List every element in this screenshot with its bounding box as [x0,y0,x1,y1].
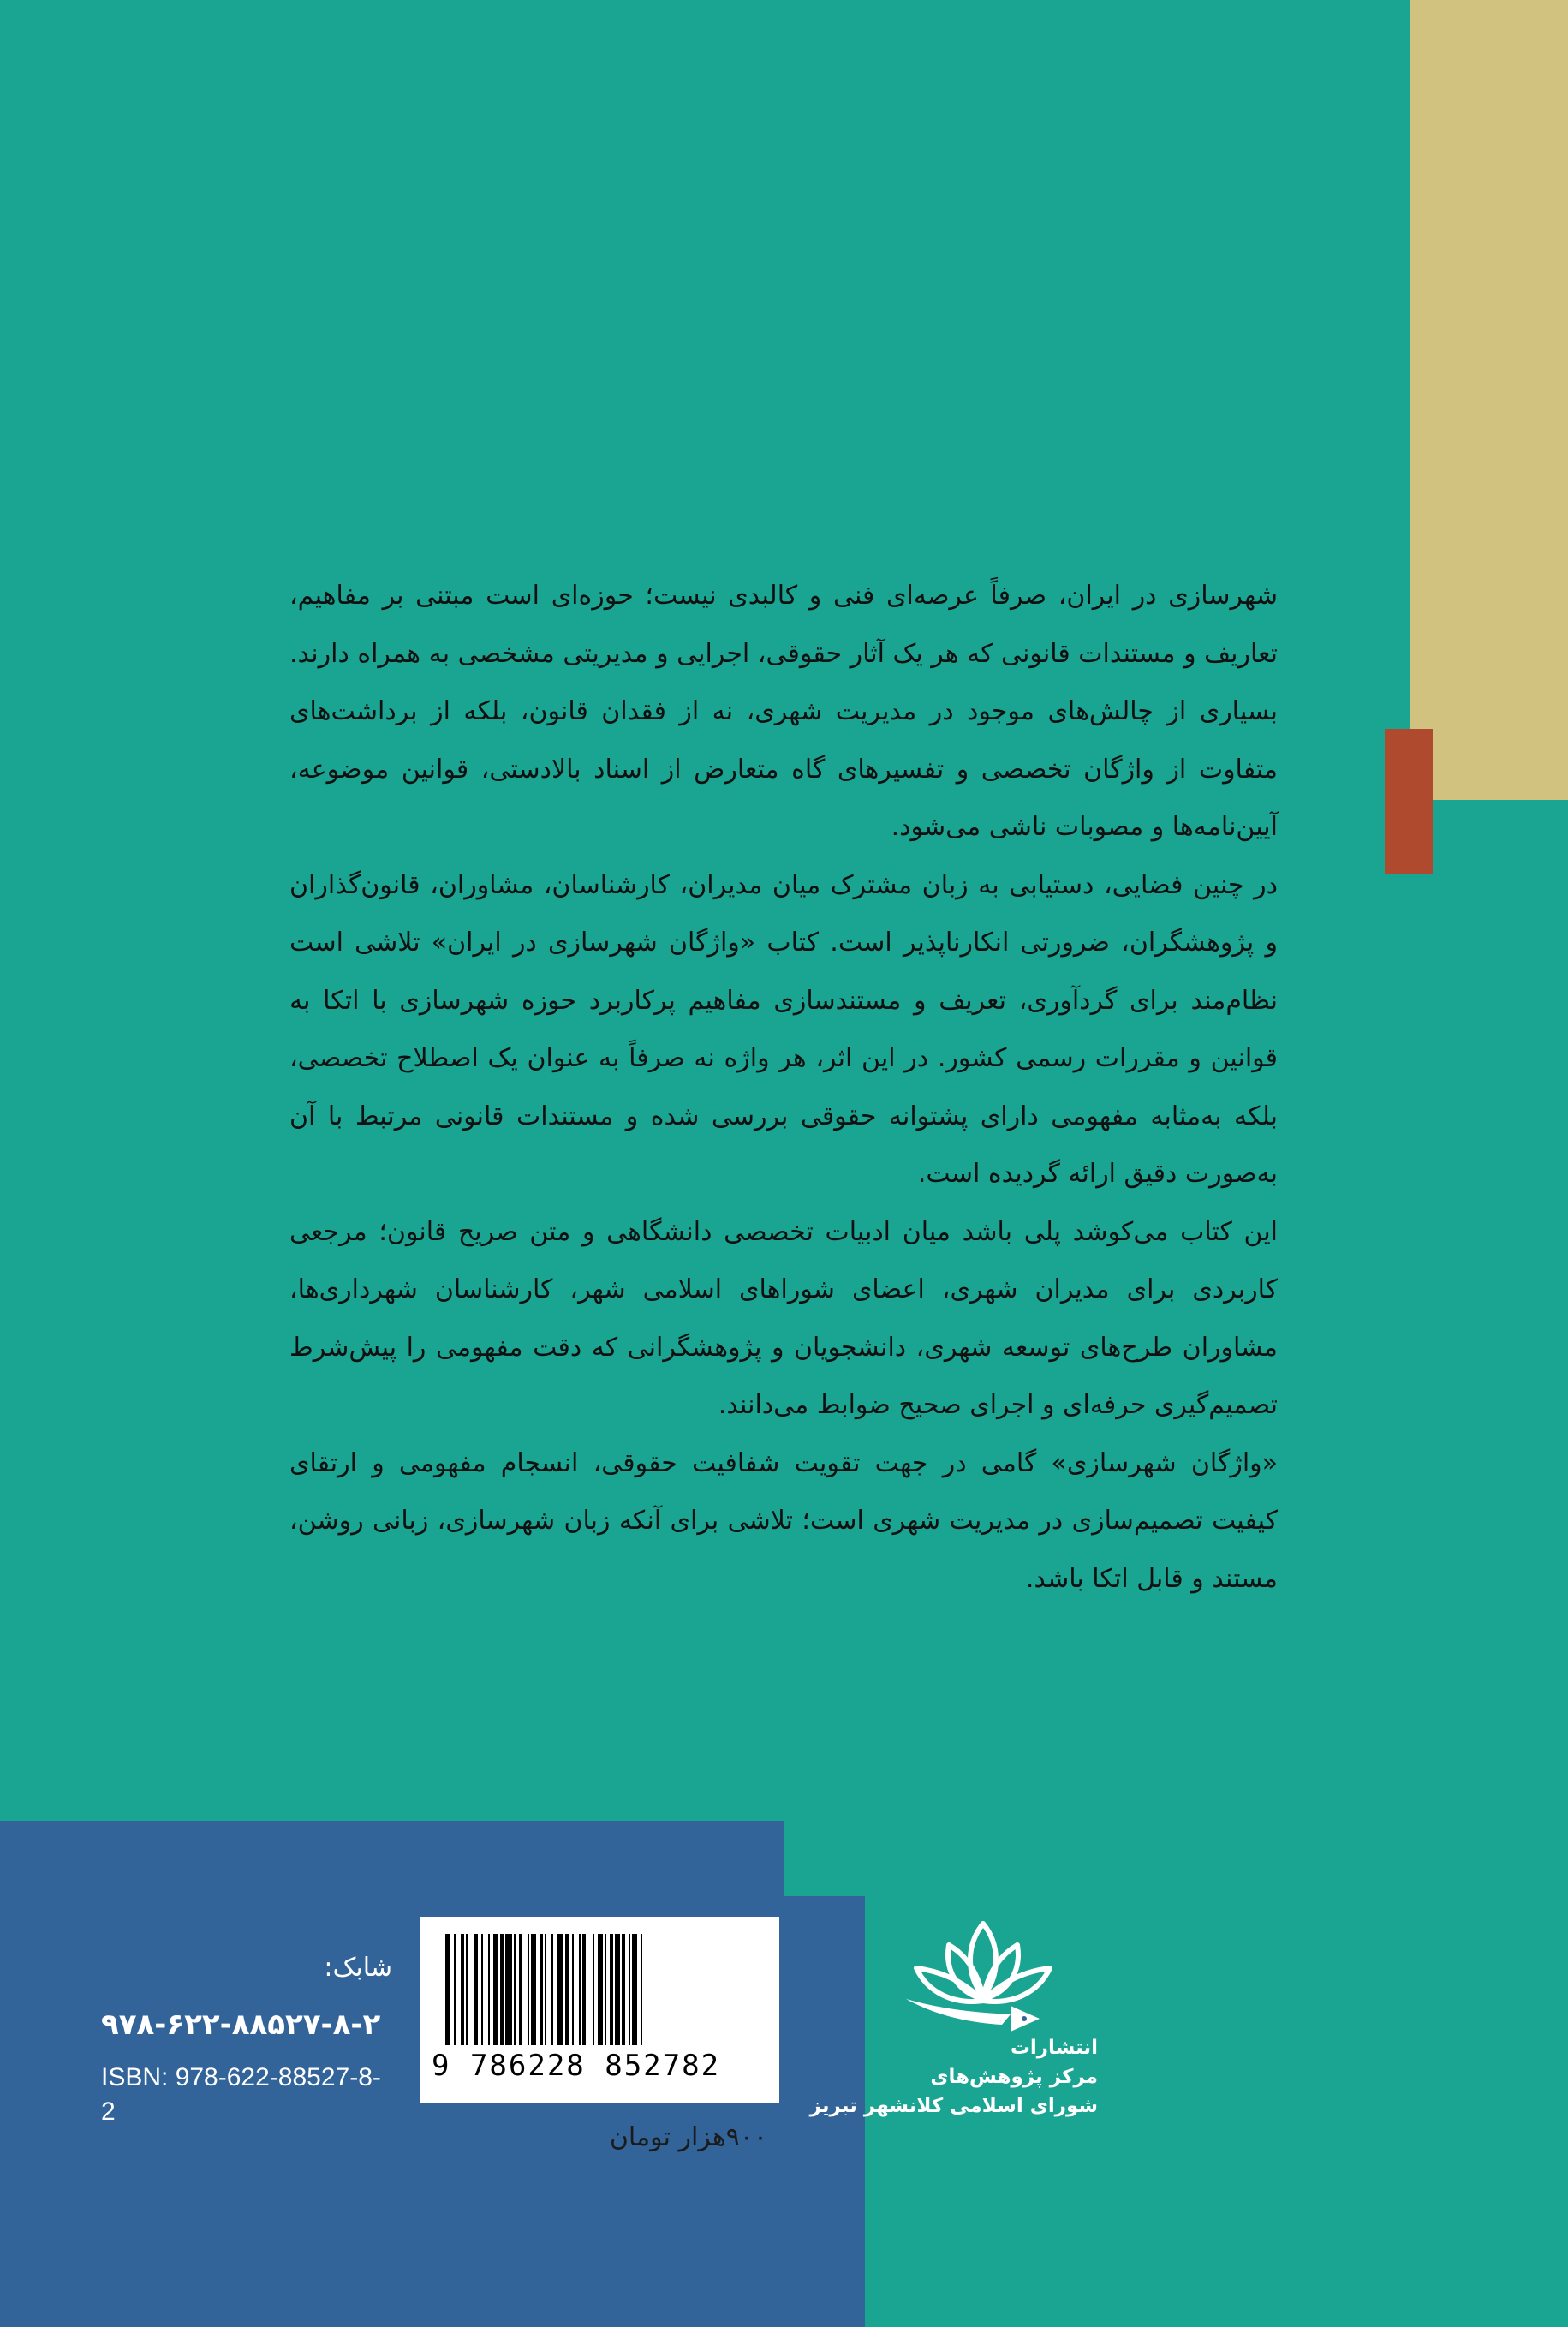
barcode-bar [474,1934,478,2045]
barcode-bar [615,1934,620,2045]
publisher-line-3: شورای اسلامی کلانشهر تبریز [809,2095,1098,2117]
barcode-bar [514,1934,516,2045]
paragraph-4: «واژگان شهرسازی» گامی در جهت تقویت شفافیت حقوقی، انسجام مفهومی و ارتقای کیفیت تصمیم‌سازی در مدیریت شهری است؛ تلاشی برای آنکه زبان شهرسازی، زبانی روشن، مستند و قابل اتکا باشد. [289,1447,1278,1594]
barcode-bar [531,1934,536,2045]
publisher-logo [809,1915,1113,2172]
paragraph-2: در چنین فضایی، دستیابی به زبان مشترک میان مدیران، کارشناسان، مشاوران، قانون‌گذاران و پژوهشگران، ضرورتی انکارناپذیر است. کتاب «واژگان شهرسازی در ایران» تلاشی است نظام‌مند برای گردآوری، تعریف و مستندسازی مفاهیم پرکاربرد حوزه شهرسازی با اتکا به قوانین و مقررات رسمی کشور. در این اثر، هر واژه نه صرفاً به عنوان یک اصطلاح تخصصی، بلکه به‌مثابه مفهومی دارای پشتوانه حقوقی بررسی شده و مستندات قانونی مرتبط با آن به‌صورت دقیق ارائه گردیده است. [289,869,1278,1189]
barcode-bar [461,1934,464,2045]
publisher-line-2: مرکز پژوهش‌های [930,2066,1098,2088]
barcode-bar [610,1934,613,2045]
barcode-bar [500,1934,504,2045]
barcode-bar [481,1934,483,2045]
barcode-bar [466,1934,468,2045]
lotus-pen-icon [897,1915,1069,2035]
barcode-bar [519,1934,522,2045]
barcode-bar [579,1934,581,2045]
barcode-bar [545,1934,546,2045]
isbn-number-latin: ISBN: 978-622-88527-8-2 [101,2063,381,2126]
publisher-name [809,2033,1098,2121]
barcode-bar [582,1934,586,2045]
barcode-bar [572,1934,574,2045]
barcode-bar [505,1934,512,2045]
barcode-bar [540,1934,543,2045]
barcode-bar [605,1934,606,2045]
barcode-bar [629,1934,630,2045]
barcode-digits: 9 786228 852782 [432,2049,721,2083]
barcode-bar [454,1934,456,2045]
barcode-bar [598,1934,603,2045]
red-tab [1385,729,1433,874]
barcode-bar [445,1934,450,2045]
barcode-bar [622,1934,625,2045]
barcode-bar [551,1934,553,2045]
barcode-bar [565,1934,569,2045]
barcode-bar [488,1934,490,2045]
paragraph-3: این کتاب می‌کوشد پلی باشد میان ادبیات تخصصی دانشگاهی و متن صریح قانون؛ مرجعی کاربردی برای مدیران شهری، اعضای شوراهای اسلامی شهر، کارشناسان شهرداری‌ها، مشاوران طرح‌های توسعه شهری، دانشجویان و پژوهشگرانی که دقت مفهومی را پیش‌شرط تصمیم‌گیری حرفه‌ای و اجرای صحیح ضوابط می‌دانند. [289,1216,1278,1420]
barcode-bar [493,1934,498,2045]
publisher-line-1: انتشارات [1010,2037,1098,2059]
barcode-bar [593,1934,594,2045]
isbn-label: شابک: [324,1953,392,1983]
barcode-bar [557,1934,563,2045]
isbn-block [101,1951,392,2129]
blue-panel-top [0,1821,784,1898]
price: ۹۰۰هزار تومان [609,2122,767,2152]
barcode [420,1917,779,2103]
isbn-number-persian: ۹۷۸-۶۲۲-۸۸۵۲۷-۸-۲ [101,2008,381,2042]
barcode-bar [641,1934,642,2045]
barcode-bar [632,1934,637,2045]
back-cover-text [289,567,1278,1608]
paragraph-1: شهرسازی در ایران، صرفاً عرصه‌ای فنی و کالبدی نیست؛ حوزه‌ای است مبتنی بر مفاهیم، تعاریف و مستندات قانونی که هر یک آثار حقوقی، اجرایی و مدیریتی مشخصی به همراه دارند. بسیاری از چالش‌های موجود در مدیریت شهری، نه از فقدان قانون، بلکه از برداشت‌های متفاوت از واژگان تخصصی و تفسیرهای گاه متعارض از اسناد بالادستی، قوانین موضوعه، آیین‌نامه‌ها و مصوبات ناشی می‌شود. [289,581,1278,842]
gold-band [1410,0,1568,800]
barcode-bar [528,1934,529,2045]
